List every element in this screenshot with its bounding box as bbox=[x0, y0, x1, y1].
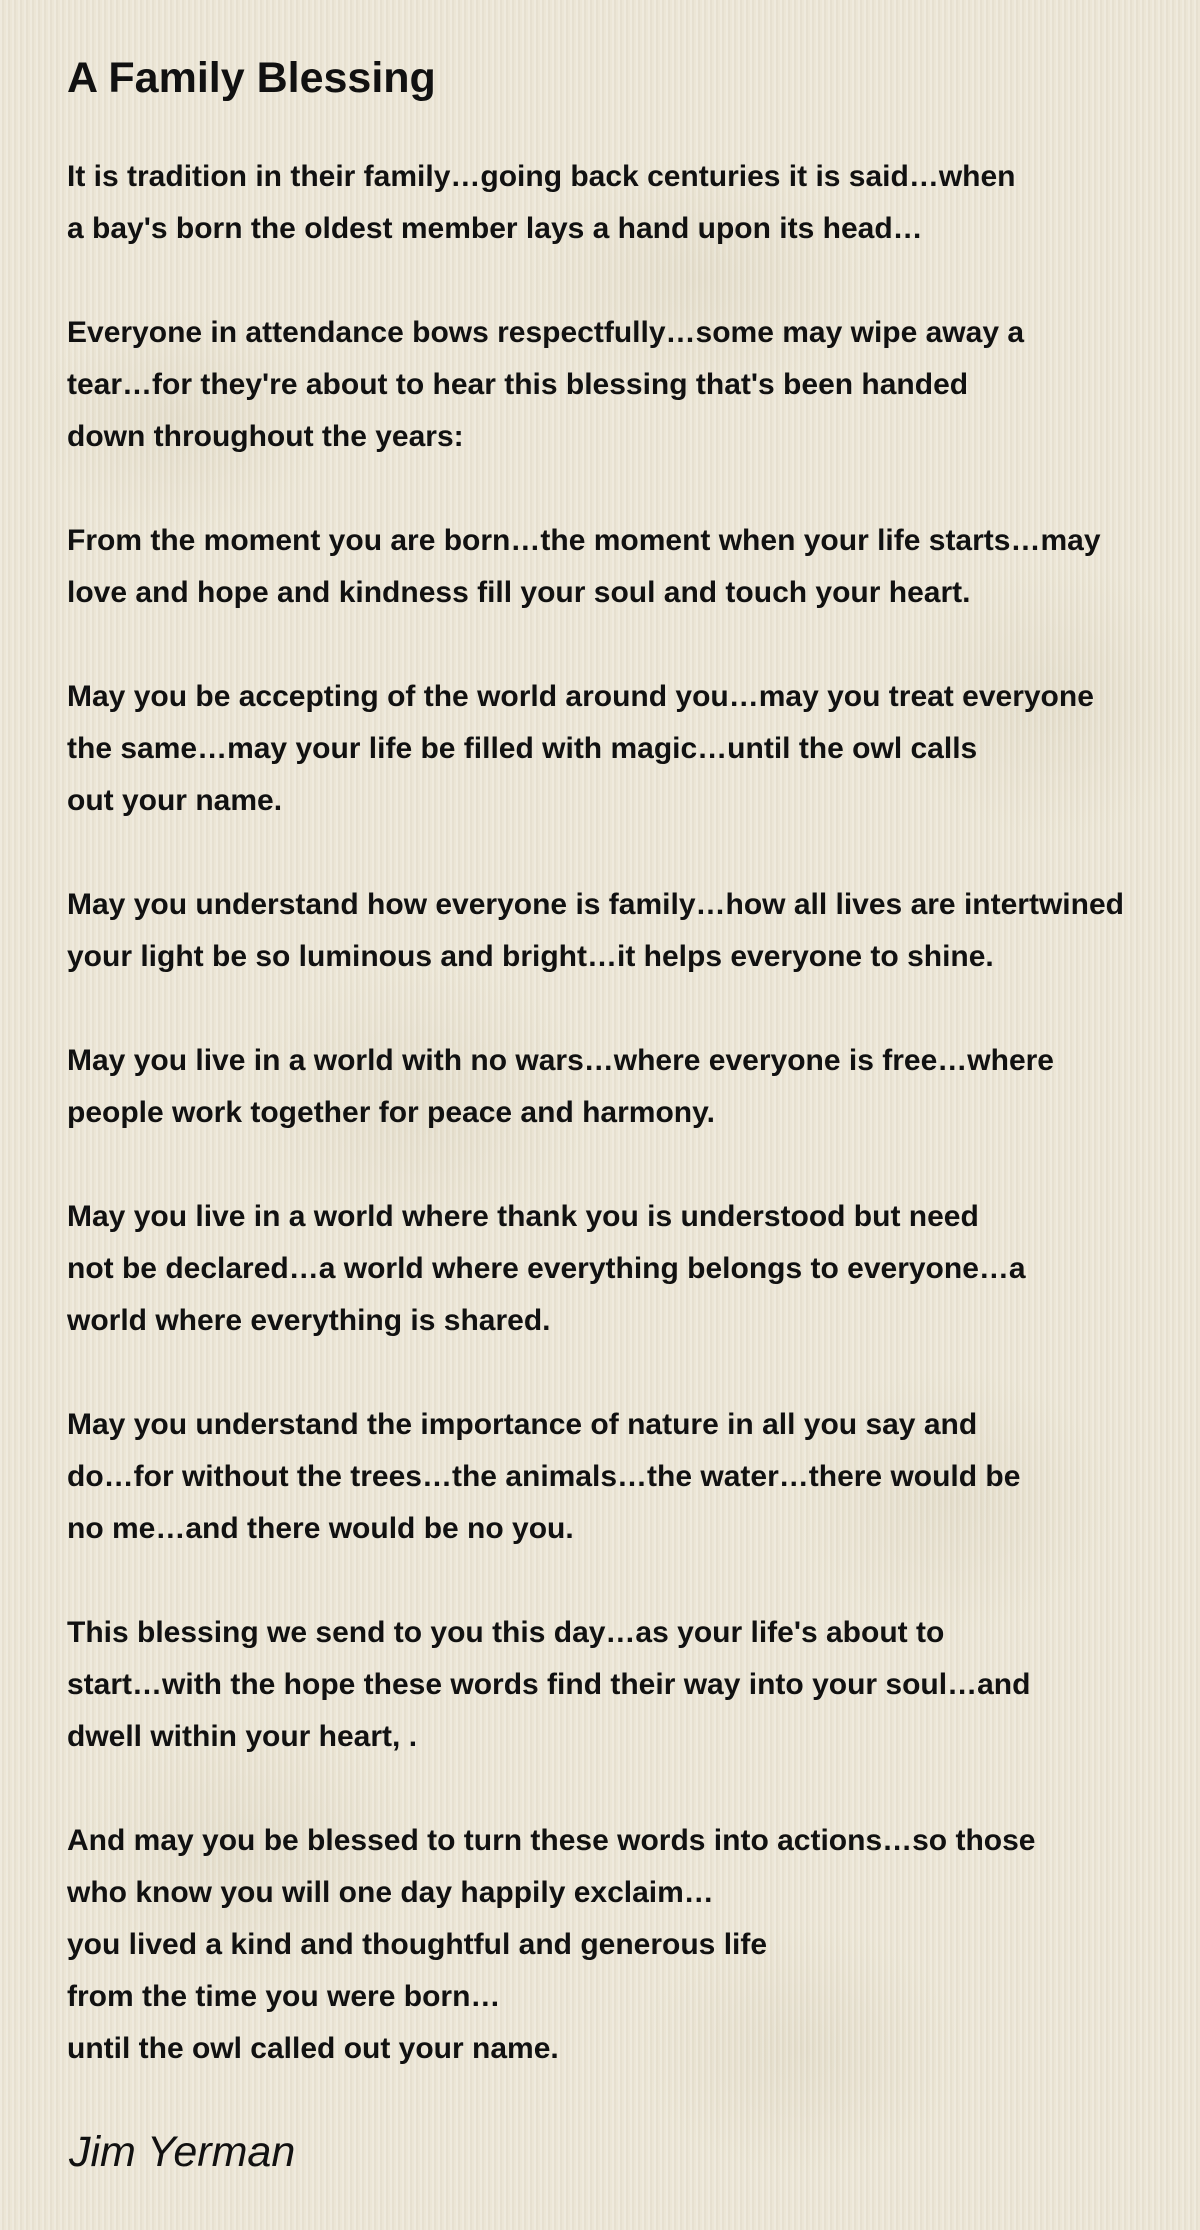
poem-line: May you live in a world where thank you is understood but need bbox=[67, 1200, 979, 1233]
poem-line: From the moment you are born…the moment when your life starts…may bbox=[67, 524, 1101, 557]
poem-line: start…with the hope these words find their way into your soul…and bbox=[67, 1668, 1031, 1701]
poem-line: world where everything is shared. bbox=[67, 1304, 551, 1337]
poem-line: love and hope and kindness fill your soul and touch your heart. bbox=[67, 576, 971, 609]
stanza bbox=[67, 1035, 1200, 1139]
poem-line: May you live in a world with no wars…where everyone is free…where bbox=[67, 1044, 1054, 1077]
poem-line: down throughout the years: bbox=[67, 420, 464, 453]
poem-line: And may you be blessed to turn these words into actions…so those bbox=[67, 1824, 1036, 1857]
stanza bbox=[67, 1815, 1200, 2075]
poem-line: May you understand the importance of nature in all you say and bbox=[67, 1408, 978, 1441]
poem-line: May you understand how everyone is family…how all lives are intertwined bbox=[67, 888, 1124, 921]
poem-line: a bay's born the oldest member lays a hand upon its head… bbox=[67, 212, 923, 245]
stanza bbox=[67, 671, 1200, 827]
poem-author: Jim Yerman bbox=[69, 2128, 296, 2176]
stanza bbox=[67, 1191, 1200, 1347]
poem-line: May you be accepting of the world around you…may you treat everyone bbox=[67, 680, 1094, 713]
poem-page bbox=[67, 0, 1200, 2230]
stanza bbox=[67, 515, 1200, 619]
stanza bbox=[67, 151, 1200, 255]
poem-line: not be declared…a world where everything belongs to everyone…a bbox=[67, 1252, 1026, 1285]
poem-line: the same…may your life be filled with magic…until the owl calls bbox=[67, 732, 978, 765]
poem-title: A Family Blessing bbox=[67, 54, 436, 102]
poem-line: until the owl called out your name. bbox=[67, 2032, 559, 2065]
poem-body bbox=[67, 151, 1200, 2127]
stanza bbox=[67, 1399, 1200, 1555]
poem-line: do…for without the trees…the animals…the water…there would be bbox=[67, 1460, 1021, 1493]
stanza bbox=[67, 879, 1200, 983]
poem-line: your light be so luminous and bright…it helps everyone to shine. bbox=[67, 940, 994, 973]
poem-line: people work together for peace and harmony. bbox=[67, 1096, 715, 1129]
poem-line: from the time you were born… bbox=[67, 1980, 501, 2013]
poem-line: This blessing we send to you this day…as your life's about to bbox=[67, 1616, 945, 1649]
poem-line: who know you will one day happily exclaim… bbox=[67, 1876, 714, 1909]
poem-line: It is tradition in their family…going back centuries it is said…when bbox=[67, 160, 1016, 193]
poem-line: you lived a kind and thoughtful and generous life bbox=[67, 1928, 768, 1961]
stanza bbox=[67, 307, 1200, 463]
poem-line: dwell within your heart, . bbox=[67, 1720, 418, 1753]
poem-line: out your name. bbox=[67, 784, 283, 817]
poem-line: Everyone in attendance bows respectfully…some may wipe away a bbox=[67, 316, 1025, 349]
poem-line: no me…and there would be no you. bbox=[67, 1512, 574, 1545]
stanza bbox=[67, 1607, 1200, 1763]
poem-line: tear…for they're about to hear this blessing that's been handed bbox=[67, 368, 969, 401]
